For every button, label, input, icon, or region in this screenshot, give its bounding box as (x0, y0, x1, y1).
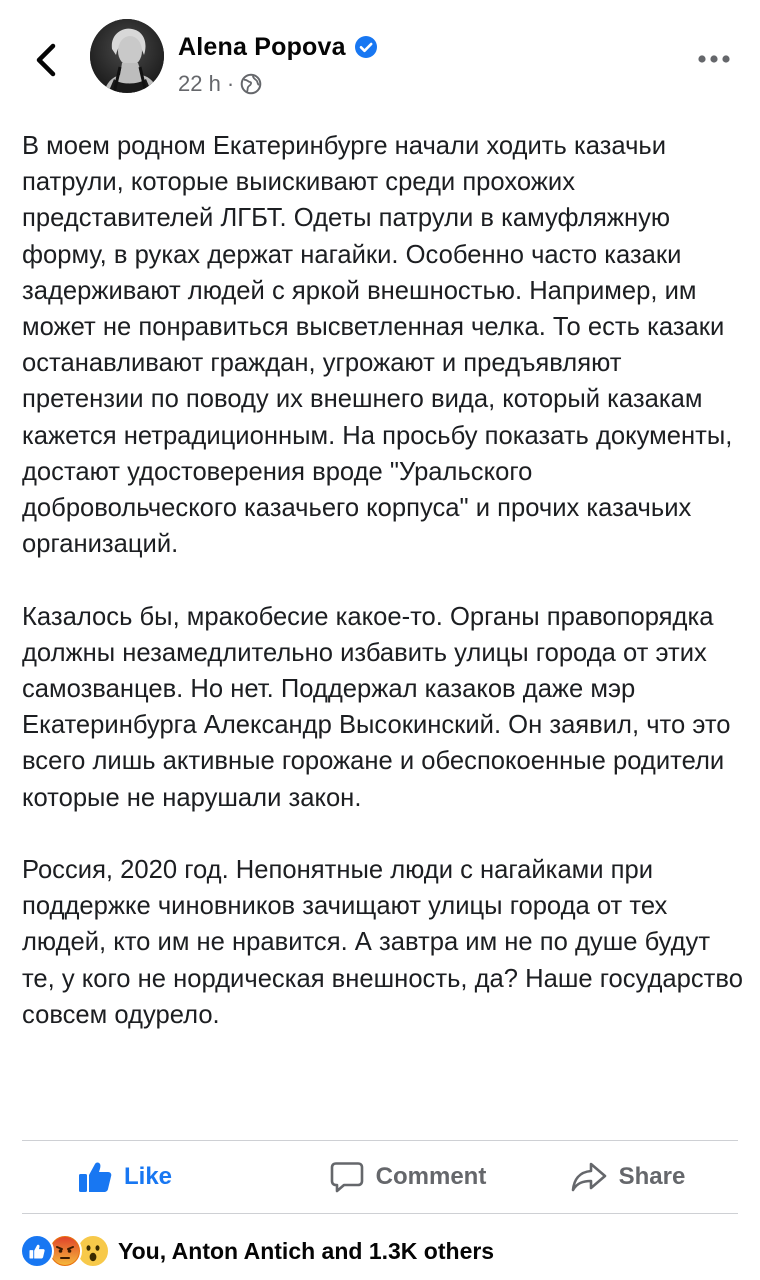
more-options-button[interactable] (696, 44, 732, 74)
meta-separator: · (226, 71, 235, 96)
more-horizontal-icon (697, 54, 731, 64)
post-time[interactable]: 22 h (178, 71, 221, 96)
chevron-left-icon (33, 43, 59, 77)
action-bar (22, 1141, 738, 1213)
post-paragraph: В моем родном Екатеринбурге начали ходить казачьи патрули, которые выискивают среди прохожих представителей ЛГБТ. Одеты патрули в камуфляжную форму, в руках держат нагайки. Особенно часто казаки задерживают людей с яркой внешностью. Например, им может не понравиться высветленная челка. То есть казаки останавливают граждан, угрожают и предъявляют претензии по поводу их внешнего вида, который казакам кажется нетрадиционным. На просьбу показать документы, достают удостоверения вроде "Уральского добровольческого казачьего корпуса" и прочих казачьих организаций. (22, 132, 733, 559)
like-reaction-icon (20, 1234, 54, 1268)
thumbs-up-icon (78, 1161, 112, 1193)
comment-button[interactable] (298, 1161, 518, 1193)
comment-label: Comment (375, 1163, 487, 1190)
verified-badge-icon (354, 35, 378, 59)
post-meta (178, 70, 262, 98)
post-text (22, 128, 744, 1033)
post-paragraph: Казалось бы, мракобесие какое-то. Органы правопорядка должны незамедлительно избавить улицы города от этих самозванцев. Но нет. Поддержал казаков даже мэр Екатеринбурга Александр Высокинский. Он заявил, что это всего лишь активные горожане и обеспокоенные родители которые не нарушали закон. (22, 602, 731, 812)
profile-photo (90, 19, 164, 93)
author-name[interactable]: Alena Popova (178, 32, 346, 61)
like-button[interactable] (22, 1161, 298, 1193)
share-icon (571, 1161, 607, 1193)
divider (22, 1213, 738, 1214)
globe-icon (240, 73, 262, 95)
share-label: Share (618, 1163, 686, 1190)
post-paragraph: Россия, 2020 год. Непонятные люди с нагайками при поддержке чиновников зачищают улицы города от тех людей, кто им не нравится. А завтра им не по душе будут те, у кого не нордическая внешность, да? Наше государство совсем одурело. (22, 856, 743, 1029)
avatar[interactable] (90, 19, 164, 93)
reaction-count[interactable]: You, Anton Antich and 1.3K others (118, 1237, 495, 1264)
comment-icon (330, 1161, 364, 1193)
like-label: Like (124, 1163, 173, 1190)
reactions-summary[interactable] (20, 1232, 494, 1270)
share-button[interactable] (518, 1161, 738, 1193)
back-button[interactable] (26, 38, 66, 82)
post-header (0, 0, 760, 120)
